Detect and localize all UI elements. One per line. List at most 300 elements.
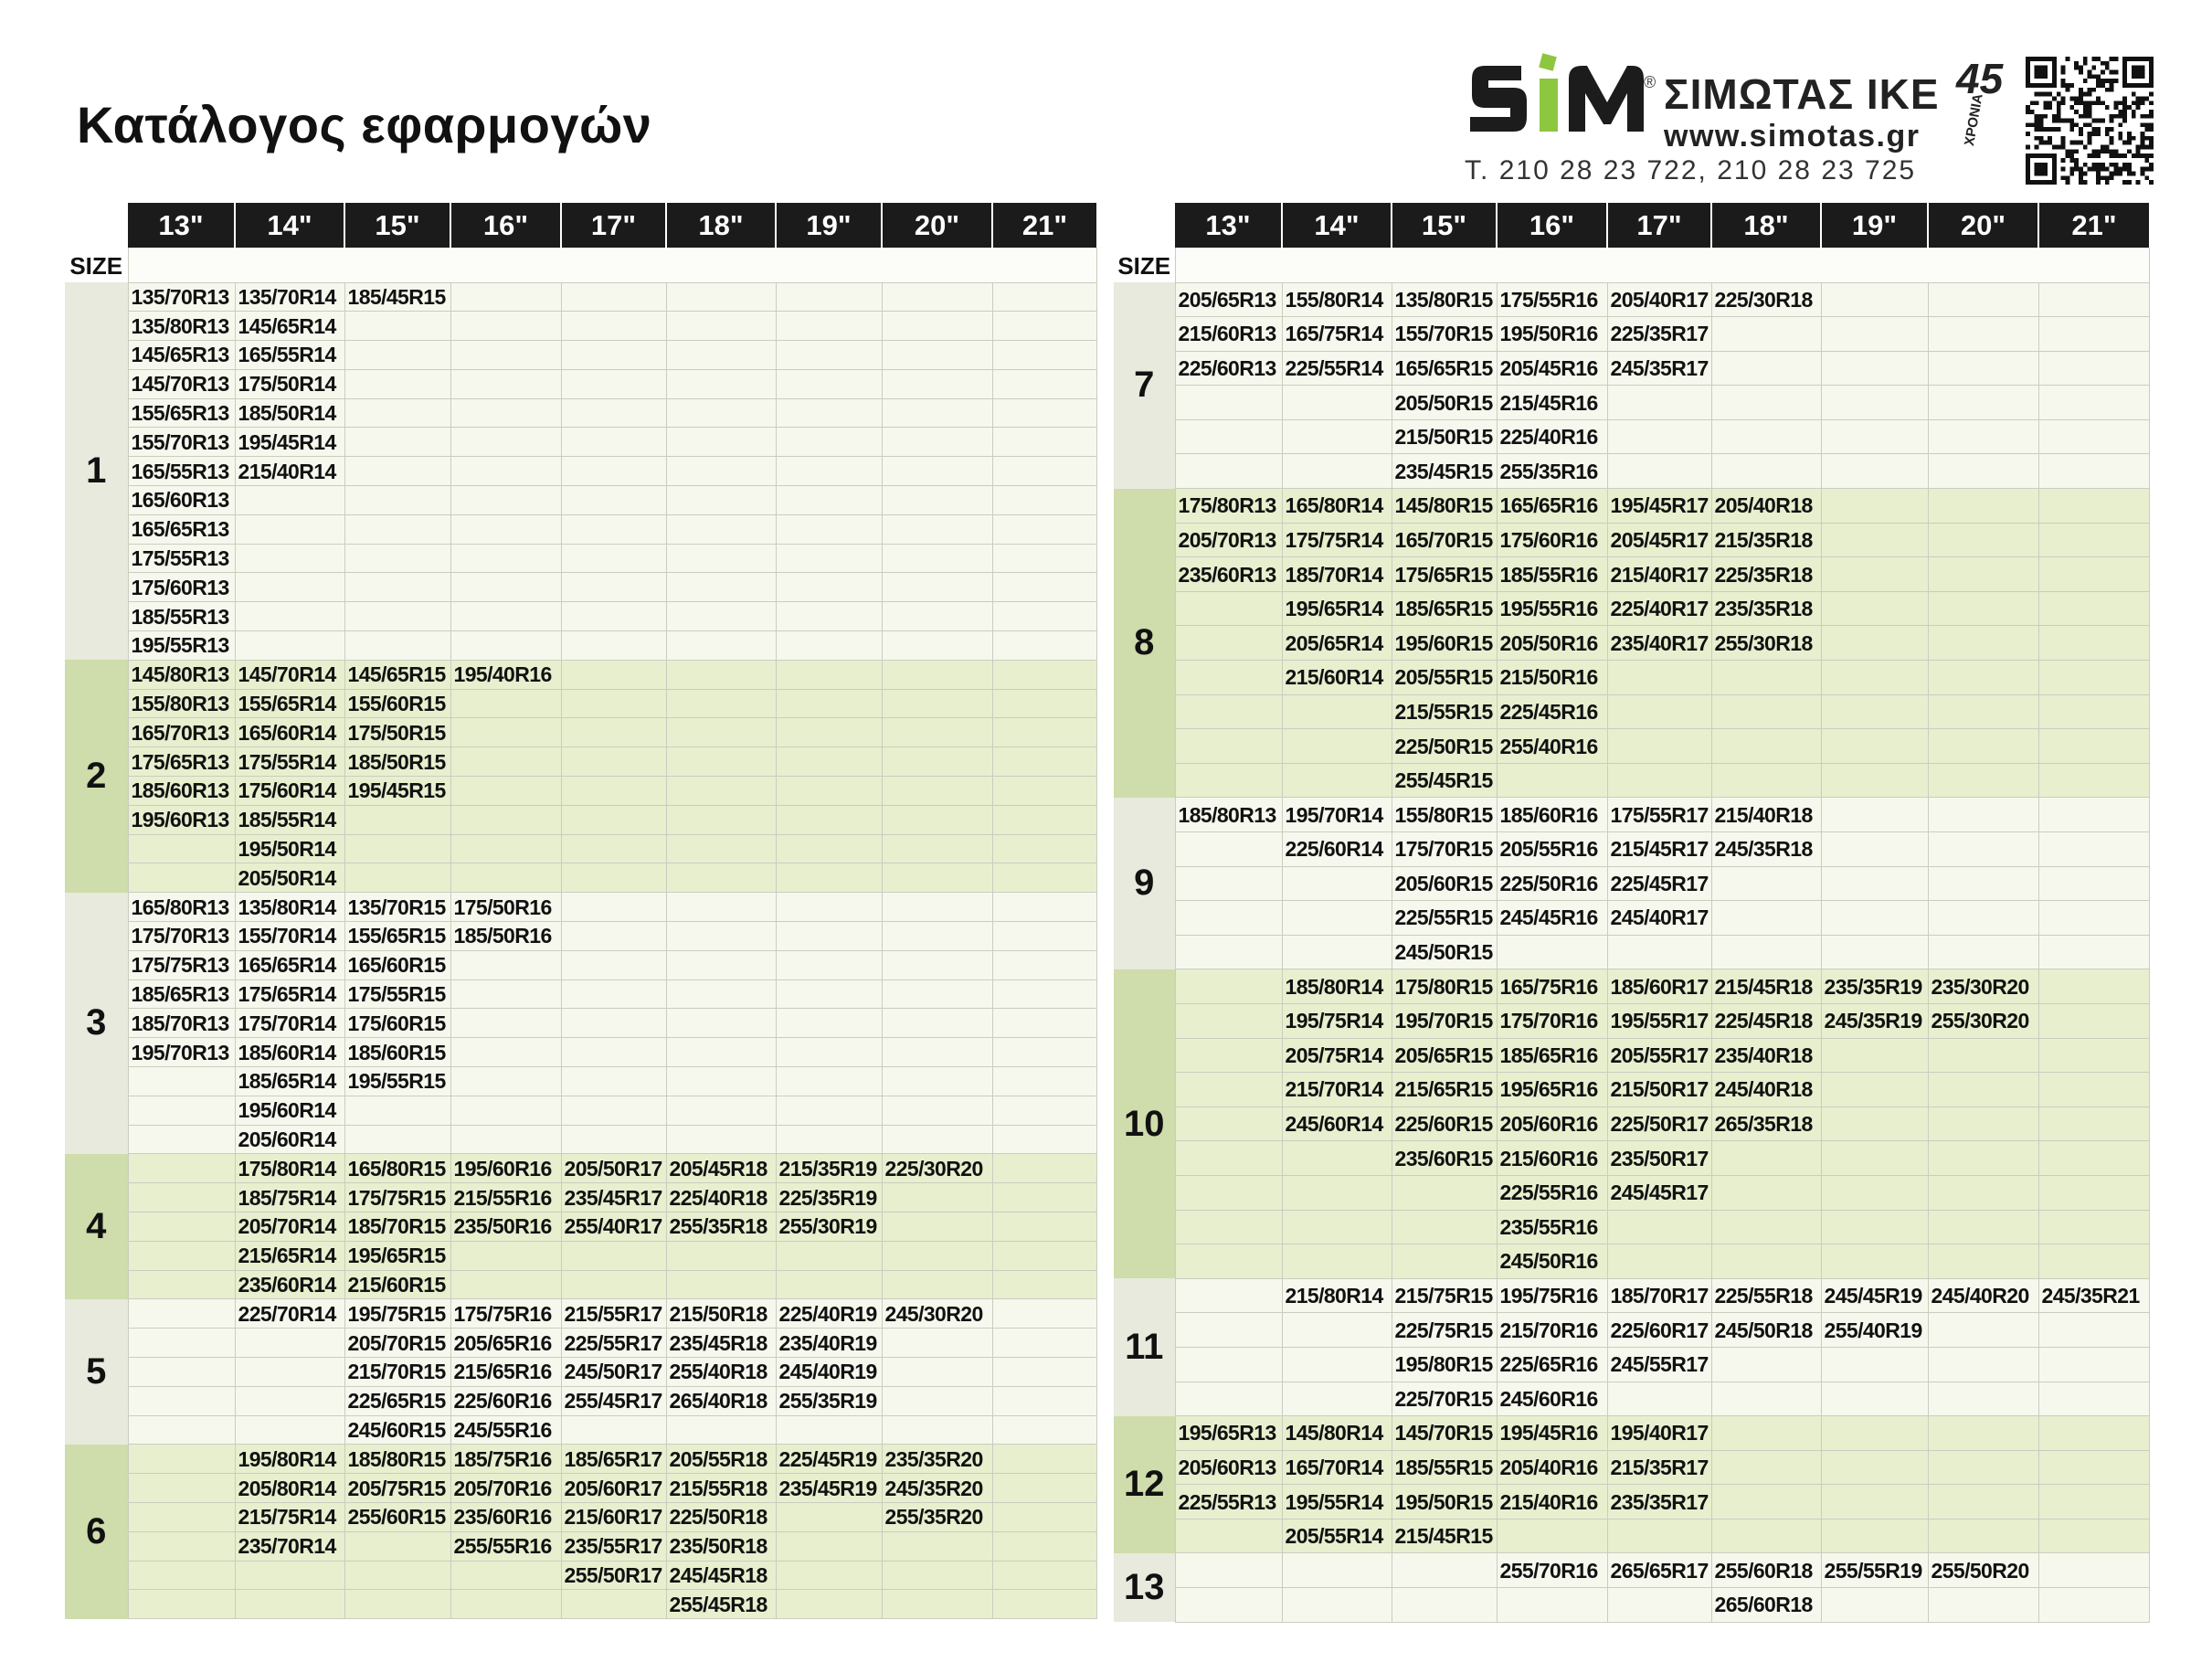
tire-size-cell: 145/65R15 — [344, 660, 450, 689]
tire-size-cell — [2038, 1347, 2149, 1382]
tire-size-cell: 195/75R15 — [344, 1299, 450, 1329]
tire-size-cell — [1928, 1519, 2038, 1553]
tire-size-cell — [992, 922, 1096, 951]
tire-size-cell: 225/65R16 — [1497, 1347, 1607, 1382]
tire-size-cell: 235/35R19 — [1821, 969, 1928, 1004]
tire-size-cell: 195/70R14 — [1282, 798, 1392, 832]
tire-size-cell — [992, 805, 1096, 834]
tire-size-cell: 195/65R16 — [1497, 1073, 1607, 1107]
tire-size-cell — [992, 1561, 1096, 1590]
tire-size-cell: 165/75R16 — [1497, 969, 1607, 1004]
tire-size-cell — [1821, 1382, 1928, 1416]
tire-size-cell — [344, 457, 450, 486]
tire-size-cell — [992, 689, 1096, 718]
tire-size-cell — [1392, 1553, 1497, 1588]
tire-size-cell — [1282, 1244, 1392, 1279]
anniversary-badge — [1951, 57, 2004, 148]
tire-size-cell — [450, 777, 561, 806]
size-group-1 — [65, 282, 1096, 660]
tire-size-cell: 195/80R15 — [1392, 1347, 1497, 1382]
tire-size-cell — [561, 573, 666, 602]
tire-size-cell — [776, 893, 882, 922]
table-row — [65, 1531, 1096, 1561]
tire-size-cell: 225/60R14 — [1282, 832, 1392, 867]
tire-size-cell: 155/65R13 — [128, 398, 235, 428]
tire-size-cell: 245/40R20 — [1928, 1278, 2038, 1313]
tire-size-cell — [344, 312, 450, 341]
tire-size-cell: 195/40R17 — [1607, 1416, 1711, 1451]
tire-size-cell — [561, 428, 666, 457]
tire-size-cell — [450, 1125, 561, 1154]
tire-size-cell — [666, 398, 776, 428]
tire-size-cell: 225/55R13 — [1175, 1485, 1282, 1519]
tire-size-cell — [1928, 832, 2038, 867]
tire-size-cell: 165/70R14 — [1282, 1450, 1392, 1485]
table-row — [1114, 419, 2149, 454]
table-row — [65, 805, 1096, 834]
tire-size-cell — [1821, 591, 1928, 626]
tire-size-cell — [882, 893, 992, 922]
size-number: 1 — [65, 282, 128, 660]
tire-size-cell: 265/65R17 — [1607, 1553, 1711, 1588]
tire-size-cell: 215/50R15 — [1392, 419, 1497, 454]
table-row — [65, 1415, 1096, 1445]
tire-size-cell: 205/80R14 — [235, 1474, 344, 1503]
tire-size-cell — [450, 979, 561, 1009]
tire-size-cell — [561, 1241, 666, 1270]
tire-size-cell: 235/45R19 — [776, 1474, 882, 1503]
tire-size-cell — [776, 312, 882, 341]
tire-size-cell — [992, 282, 1096, 312]
tire-size-cell — [1928, 763, 2038, 798]
col-header: 17" — [1607, 203, 1711, 248]
tire-size-cell: 205/55R18 — [666, 1445, 776, 1474]
tire-size-cell — [235, 1415, 344, 1445]
tire-size-cell: 175/50R15 — [344, 718, 450, 747]
tire-size-cell — [128, 1067, 235, 1096]
tire-size-cell: 185/70R13 — [128, 1009, 235, 1038]
table-row — [65, 312, 1096, 341]
table-row — [65, 1357, 1096, 1386]
tire-size-cell — [128, 1561, 235, 1590]
tire-size-cell: 145/80R15 — [1392, 489, 1497, 524]
tire-size-cell: 155/60R15 — [344, 689, 450, 718]
tire-size-cell: 235/50R18 — [666, 1531, 776, 1561]
tire-size-cell — [450, 573, 561, 602]
tire-size-cell: 215/60R16 — [1497, 1141, 1607, 1176]
tire-size-cell — [128, 1096, 235, 1125]
tire-size-cell — [450, 398, 561, 428]
tire-size-cell: 255/35R19 — [776, 1386, 882, 1415]
tire-size-cell: 195/50R15 — [1392, 1485, 1497, 1519]
tire-size-cell — [561, 1270, 666, 1299]
tire-size-cell: 195/50R16 — [1497, 317, 1607, 352]
tire-size-cell — [561, 689, 666, 718]
tire-size-cell — [882, 514, 992, 544]
table-row — [1114, 1175, 2149, 1210]
tire-size-cell — [561, 282, 666, 312]
tire-size-cell: 185/65R13 — [128, 979, 235, 1009]
tire-size-cell: 245/55R17 — [1607, 1347, 1711, 1382]
tire-size-cell — [2038, 1553, 2149, 1588]
tire-size-cell — [1392, 1210, 1497, 1244]
tire-size-cell — [882, 1009, 992, 1038]
table-row — [65, 602, 1096, 631]
tire-size-cell — [344, 1531, 450, 1561]
tire-size-cell — [2038, 661, 2149, 695]
tire-size-cell — [776, 834, 882, 863]
tire-size-cell: 215/60R14 — [1282, 661, 1392, 695]
table-row — [65, 718, 1096, 747]
tire-size-cell — [1711, 1244, 1821, 1279]
tire-size-cell — [992, 1270, 1096, 1299]
size-group-4 — [65, 1154, 1096, 1299]
tire-size-cell: 235/55R16 — [1497, 1210, 1607, 1244]
tire-size-cell: 235/35R17 — [1607, 1485, 1711, 1519]
tire-size-cell — [1928, 489, 2038, 524]
tire-size-cell — [1607, 1244, 1711, 1279]
tire-size-cell — [235, 1357, 344, 1386]
tire-size-cell: 195/55R16 — [1497, 591, 1607, 626]
tire-size-cell — [992, 398, 1096, 428]
table-row — [1114, 1038, 2149, 1073]
tire-size-cell — [1821, 1141, 1928, 1176]
tire-size-cell: 205/50R16 — [1497, 626, 1607, 661]
tire-size-cell — [1928, 729, 2038, 764]
tire-size-cell — [1175, 454, 1282, 489]
badge-number: 45 — [1956, 55, 2004, 102]
size-label-row — [1114, 248, 2149, 282]
tire-size-cell — [1282, 1588, 1392, 1623]
tire-size-cell: 185/55R15 — [1392, 1450, 1497, 1485]
tire-size-cell: 155/70R14 — [235, 922, 344, 951]
tire-size-cell — [561, 312, 666, 341]
tire-size-cell: 205/60R14 — [235, 1125, 344, 1154]
tire-size-cell — [344, 834, 450, 863]
tire-size-cell — [561, 486, 666, 515]
tire-size-cell — [882, 341, 992, 370]
tire-size-cell: 235/50R17 — [1607, 1141, 1711, 1176]
table-row — [65, 631, 1096, 661]
tire-size-cell: 225/50R15 — [1392, 729, 1497, 764]
col-header: 15" — [344, 203, 450, 248]
tire-size-cell: 225/55R17 — [561, 1329, 666, 1358]
tire-size-cell — [561, 1096, 666, 1125]
table-row — [1114, 317, 2149, 352]
tire-size-cell: 195/60R14 — [235, 1096, 344, 1125]
column-header-row — [1114, 203, 2149, 248]
tire-size-cell: 245/60R15 — [344, 1415, 450, 1445]
table-row — [65, 457, 1096, 486]
tire-size-cell — [450, 747, 561, 777]
tire-size-cell: 205/65R16 — [450, 1329, 561, 1358]
size-number: 12 — [1114, 1416, 1175, 1553]
tire-size-cell — [992, 486, 1096, 515]
tire-size-cell: 195/55R15 — [344, 1067, 450, 1096]
table-row — [1114, 1588, 2149, 1623]
tire-size-cell: 205/55R14 — [1282, 1519, 1392, 1553]
tire-size-cell — [1711, 1382, 1821, 1416]
tire-size-cell — [344, 341, 450, 370]
tire-size-cell — [1607, 935, 1711, 969]
tire-size-cell: 145/70R13 — [128, 369, 235, 398]
tire-size-cell: 135/70R15 — [344, 893, 450, 922]
tire-size-cell — [992, 1183, 1096, 1212]
tire-size-cell: 215/70R16 — [1497, 1313, 1607, 1348]
tire-size-cell: 205/45R17 — [1607, 523, 1711, 557]
tire-size-cell — [561, 660, 666, 689]
tire-size-cell: 175/65R13 — [128, 747, 235, 777]
tire-size-cell — [776, 1531, 882, 1561]
tire-size-cell — [882, 1561, 992, 1590]
tire-size-cell — [235, 1386, 344, 1415]
tire-size-cell — [450, 1590, 561, 1619]
tire-size-cell — [666, 1009, 776, 1038]
tire-size-cell: 175/75R15 — [344, 1183, 450, 1212]
tire-size-cell: 205/60R15 — [1392, 866, 1497, 901]
tire-size-cell — [992, 660, 1096, 689]
tire-size-cell — [1928, 1210, 2038, 1244]
col-header: 15" — [1392, 203, 1497, 248]
tire-size-cell — [128, 1125, 235, 1154]
tire-size-cell — [882, 1096, 992, 1125]
table-row — [65, 1009, 1096, 1038]
tire-size-cell — [1821, 1244, 1928, 1279]
tire-size-cell — [1821, 1347, 1928, 1382]
tire-size-cell: 155/70R13 — [128, 428, 235, 457]
tire-size-cell — [344, 573, 450, 602]
tire-size-cell — [1711, 1416, 1821, 1451]
table-row — [65, 893, 1096, 922]
table-row — [1114, 694, 2149, 729]
tire-size-cell: 215/65R14 — [235, 1241, 344, 1270]
tire-size-cell: 195/50R14 — [235, 834, 344, 863]
tire-size-cell — [450, 369, 561, 398]
tire-size-cell — [561, 950, 666, 979]
tire-size-cell — [1821, 351, 1928, 386]
tire-size-cell: 205/70R13 — [1175, 523, 1282, 557]
tire-size-cell — [2038, 1175, 2149, 1210]
tire-size-cell — [235, 602, 344, 631]
tire-size-cell: 245/35R19 — [1821, 1003, 1928, 1038]
tire-size-cell — [1821, 557, 1928, 592]
size-group-2 — [65, 660, 1096, 892]
tire-size-cell — [2038, 1244, 2149, 1279]
tire-size-cell — [1282, 763, 1392, 798]
table-row — [1114, 1278, 2149, 1313]
tire-size-cell: 215/55R17 — [561, 1299, 666, 1329]
size-group-12 — [1114, 1416, 2149, 1553]
tire-size-cell — [344, 486, 450, 515]
tire-size-cell: 195/55R14 — [1282, 1485, 1392, 1519]
tire-size-cell — [1711, 419, 1821, 454]
tire-size-cell — [992, 979, 1096, 1009]
tire-size-cell — [2038, 489, 2149, 524]
tire-size-cell: 245/35R18 — [1711, 832, 1821, 867]
size-group-13 — [1114, 1553, 2149, 1622]
tire-size-cell — [1175, 386, 1282, 420]
tire-size-cell — [776, 1009, 882, 1038]
tire-size-cell: 235/40R17 — [1607, 626, 1711, 661]
size-group-9 — [1114, 798, 2149, 969]
tire-size-cell: 175/80R14 — [235, 1154, 344, 1183]
tire-size-cell — [1928, 798, 2038, 832]
tire-size-cell — [1607, 1588, 1711, 1623]
tire-size-cell: 255/70R16 — [1497, 1553, 1607, 1588]
tire-size-cell — [1928, 935, 2038, 969]
tire-size-cell: 225/45R17 — [1607, 866, 1711, 901]
tire-size-cell: 195/45R15 — [344, 777, 450, 806]
tire-size-cell: 215/75R14 — [235, 1502, 344, 1531]
tire-size-cell — [882, 747, 992, 777]
tire-size-cell: 135/80R15 — [1392, 282, 1497, 317]
tire-size-cell — [1175, 1141, 1282, 1176]
tire-size-cell: 215/80R14 — [1282, 1278, 1392, 1313]
tire-size-cell: 215/50R18 — [666, 1299, 776, 1329]
size-label-row — [65, 248, 1096, 282]
tire-size-cell — [1928, 1073, 2038, 1107]
tire-size-cell — [2038, 626, 2149, 661]
tire-size-cell: 205/75R15 — [344, 1474, 450, 1503]
table-row — [1114, 454, 2149, 489]
tire-size-cell: 205/55R17 — [1607, 1038, 1711, 1073]
table-row — [65, 486, 1096, 515]
tire-size-cell: 245/40R19 — [776, 1357, 882, 1386]
tire-size-cell — [2038, 969, 2149, 1004]
tire-size-cell: 175/50R14 — [235, 369, 344, 398]
size-label: SIZE — [1114, 248, 1175, 282]
tire-size-cell: 205/65R15 — [1392, 1038, 1497, 1073]
tire-size-cell — [450, 1067, 561, 1096]
tire-size-cell — [882, 1590, 992, 1619]
tire-size-cell — [1175, 935, 1282, 969]
tire-size-cell — [450, 602, 561, 631]
tire-size-cell — [666, 805, 776, 834]
tire-size-cell: 175/70R16 — [1497, 1003, 1607, 1038]
tire-size-cell — [1928, 1347, 2038, 1382]
tire-size-cell: 215/60R15 — [344, 1270, 450, 1299]
tire-size-cell — [1821, 386, 1928, 420]
tire-size-cell — [1928, 419, 2038, 454]
tire-size-cell: 185/60R15 — [344, 1038, 450, 1067]
tire-size-cell — [992, 1445, 1096, 1474]
tire-size-cell: 155/70R15 — [1392, 317, 1497, 352]
size-group-5 — [65, 1299, 1096, 1445]
tire-size-cell — [561, 631, 666, 661]
tire-size-cell — [561, 544, 666, 573]
table-row — [1114, 969, 2149, 1004]
tire-size-cell — [666, 312, 776, 341]
column-header-row — [65, 203, 1096, 248]
tire-size-cell: 215/35R17 — [1607, 1450, 1711, 1485]
tire-size-cell — [1175, 1210, 1282, 1244]
tire-size-cell — [992, 1067, 1096, 1096]
tire-size-cell: 155/80R13 — [128, 689, 235, 718]
tire-size-cell: 215/40R16 — [1497, 1485, 1607, 1519]
tire-size-cell — [1821, 763, 1928, 798]
tire-size-cell — [2038, 798, 2149, 832]
tire-size-cell — [2038, 1073, 2149, 1107]
tire-size-cell: 215/40R17 — [1607, 557, 1711, 592]
tire-size-cell — [128, 1474, 235, 1503]
table-row — [65, 1474, 1096, 1503]
tire-size-cell — [1711, 866, 1821, 901]
col-header: 16" — [450, 203, 561, 248]
table-row — [65, 1183, 1096, 1212]
tire-size-cell — [344, 1125, 450, 1154]
website-link[interactable]: www.simotas.gr — [1664, 119, 1921, 154]
tire-size-cell — [128, 1531, 235, 1561]
tire-size-cell — [2038, 1003, 2149, 1038]
tire-size-cell — [882, 1357, 992, 1386]
tire-size-cell — [882, 631, 992, 661]
tire-size-cell: 195/65R15 — [344, 1241, 450, 1270]
tire-size-cell — [1607, 419, 1711, 454]
table-row — [65, 282, 1096, 312]
tire-size-cell: 255/30R18 — [1711, 626, 1821, 661]
tire-size-cell — [2038, 694, 2149, 729]
tire-size-cell — [235, 1329, 344, 1358]
tire-size-cell: 175/70R15 — [1392, 832, 1497, 867]
tire-size-cell: 185/45R15 — [344, 282, 450, 312]
tire-size-cell — [1928, 1141, 2038, 1176]
tire-size-cell: 255/40R16 — [1497, 729, 1607, 764]
tire-size-cell — [1821, 935, 1928, 969]
col-header: 13" — [1175, 203, 1282, 248]
tire-size-cell: 165/65R15 — [1392, 351, 1497, 386]
tire-size-cell — [776, 718, 882, 747]
table-row — [1114, 626, 2149, 661]
tire-size-cell — [1175, 1107, 1282, 1141]
tire-size-cell: 195/60R16 — [450, 1154, 561, 1183]
tire-size-cell — [128, 863, 235, 893]
tire-size-cell — [882, 863, 992, 893]
tire-size-cell — [1282, 866, 1392, 901]
tire-size-cell: 185/60R17 — [1607, 969, 1711, 1004]
tire-size-cell — [992, 369, 1096, 398]
tire-size-cell: 215/70R14 — [1282, 1073, 1392, 1107]
tire-size-cell: 225/55R14 — [1282, 351, 1392, 386]
tire-size-cell: 135/80R13 — [128, 312, 235, 341]
tire-size-cell — [1821, 454, 1928, 489]
tire-size-cell — [882, 1531, 992, 1561]
tire-size-cell — [666, 514, 776, 544]
tire-size-cell: 165/60R13 — [128, 486, 235, 515]
tire-size-cell — [128, 834, 235, 863]
tire-size-cell — [128, 1270, 235, 1299]
tire-size-cell: 205/70R15 — [344, 1329, 450, 1358]
tire-size-cell — [882, 573, 992, 602]
size-group-6 — [65, 1445, 1096, 1619]
tire-size-cell: 145/80R14 — [1282, 1416, 1392, 1451]
tire-size-cell — [776, 544, 882, 573]
tire-size-cell — [1282, 729, 1392, 764]
tire-size-cell — [1607, 1210, 1711, 1244]
table-row — [65, 514, 1096, 544]
table-row — [1114, 935, 2149, 969]
tire-size-cell — [1821, 798, 1928, 832]
tire-size-cell — [1821, 419, 1928, 454]
tire-size-cell: 235/35R18 — [1711, 591, 1821, 626]
table-row — [65, 369, 1096, 398]
tire-size-cell — [561, 1125, 666, 1154]
size-number: 11 — [1114, 1278, 1175, 1415]
qr-code-icon[interactable] — [2026, 57, 2154, 185]
tire-size-cell — [776, 398, 882, 428]
tire-size-cell — [666, 631, 776, 661]
tire-size-cell — [882, 486, 992, 515]
tire-size-cell: 225/60R16 — [450, 1386, 561, 1415]
